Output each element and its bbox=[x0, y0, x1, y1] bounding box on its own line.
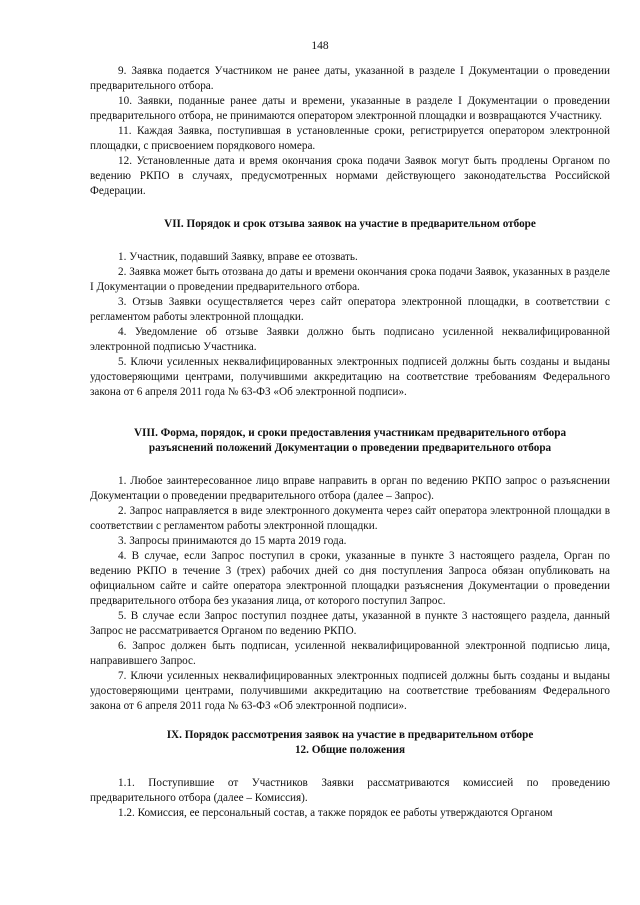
paragraph: 10. Заявки, поданные ранее даты и времени, указанные в разделе I Документации о проведении предварительного отбора, не принимаются оператором электронной площадки и возвращаются Участнику. bbox=[90, 95, 610, 122]
section-ix-heading-line1: IX. Порядок рассмотрения заявок на участие в предварительном отборе bbox=[166, 729, 534, 741]
paragraph: 1. Участник, подавший Заявку, вправе ее отозвать. bbox=[118, 251, 358, 263]
section-viii-heading-line1: VIII. Форма, порядок, и сроки предоставления участникам предварительного отбора bbox=[133, 427, 567, 439]
paragraph: 4. В случае, если Запрос поступил в сроки, указанные в пункте 3 настоящего раздела, Орган по ведению РКПО в течение 3 (трех) рабочих дней со дня поступления Запроса обязан опубликовать на официальном сайте и сайте оператора электронной площадки разъяснения Документации о проведении предварительного отбора без указания лица, от которого поступил Запрос. bbox=[90, 550, 610, 607]
page-number: 148 bbox=[311, 40, 329, 52]
paragraph: 2. Запрос направляется в виде электронного документа через сайт оператора электронной площадки в соответствии с регламентом работы электронной площадки. bbox=[90, 505, 610, 532]
paragraph: 6. Запрос должен быть подписан, усиленной неквалифицированной электронной подписью лица, направившего Запрос. bbox=[90, 640, 610, 667]
paragraph: 9. Заявка подается Участником не ранее даты, указанной в разделе I Документации о проведении предварительного отбора. bbox=[90, 65, 610, 92]
paragraph: 11. Каждая Заявка, поступившая в установленные сроки, регистрируется оператором электронной площадки, с присвоением порядкового номера. bbox=[90, 125, 610, 152]
paragraph: 1.2. Комиссия, ее персональный состав, а также порядок ее работы утверждаются Органом bbox=[118, 807, 553, 819]
paragraph: 12. Установленные дата и время окончания срока подачи Заявок могут быть продлены Органом по ведению РКПО в случаях, предусмотренных нормами действующего законодательства Российской Федерации. bbox=[90, 155, 610, 197]
section-viii-heading-line2: разъяснений положений Документации о проведении предварительного отбора bbox=[148, 442, 552, 454]
document-body bbox=[90, 64, 610, 821]
paragraph: 1.1. Поступившие от Участников Заявки рассматриваются комиссией по проведению предварительного отбора (далее – Комиссия). bbox=[90, 777, 610, 804]
paragraph: 4. Уведомление об отзыве Заявки должно быть подписано усиленной неквалифицированной электронной подписью Участника. bbox=[90, 326, 610, 353]
paragraph: 5. Ключи усиленных неквалифицированных электронных подписей должны быть созданы и выданы удостоверяющими центрами, получившими аккредитацию на соответствие требованиям Федерального закона от 6 апреля 2011 года № 63-ФЗ «Об электронной подписи». bbox=[90, 356, 610, 398]
section-ix-heading-line2: 12. Общие положения bbox=[294, 744, 406, 756]
paragraph: 2. Заявка может быть отозвана до даты и времени окончания срока подачи Заявок, указанных в разделе I Документации о проведении предварительного отбора. bbox=[90, 266, 610, 293]
paragraph: 3. Отзыв Заявки осуществляется через сайт оператора электронной площадки, в соответствии с регламентом работы электронной площадки. bbox=[90, 296, 610, 323]
paragraph: 5. В случае если Запрос поступил позднее даты, указанной в пункте 3 настоящего раздела, данный Запрос не рассматривается Органом по ведению РКПО. bbox=[90, 610, 610, 637]
paragraph: 1. Любое заинтересованное лицо вправе направить в орган по ведению РКПО запрос о разъяснении Документации о проведении предварительного отбора (далее – Запрос). bbox=[90, 475, 610, 502]
paragraph: 3. Запросы принимаются до 15 марта 2019 года. bbox=[118, 535, 347, 547]
paragraph: 7. Ключи усиленных неквалифицированных электронных подписей должны быть созданы и выданы удостоверяющими центрами, получившими аккредитацию на соответствие требованиям Федерального закона от 6 апреля 2011 года № 63-ФЗ «Об электронной подписи». bbox=[90, 670, 610, 712]
section-vii-heading: VII. Порядок и срок отзыва заявок на участие в предварительном отборе bbox=[164, 218, 536, 230]
